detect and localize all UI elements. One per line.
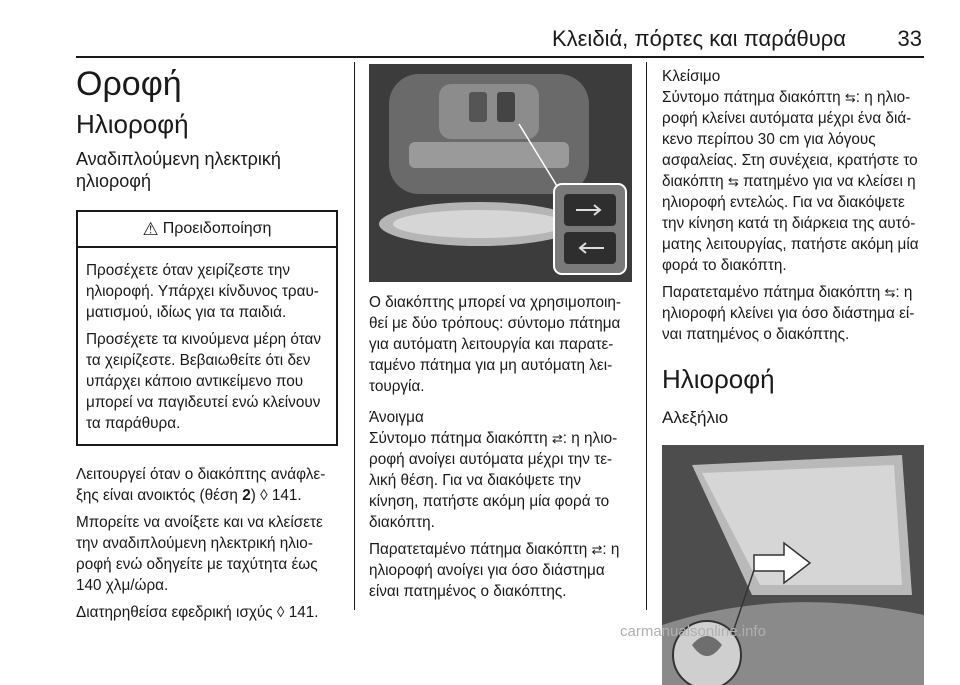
reference-arrow-icon: ◊ [276, 604, 285, 621]
section-title-sunroof-2: Ηλιοροφή [662, 364, 775, 394]
column-divider-right [646, 62, 647, 610]
closing-heading: Κλείσιμο [662, 68, 721, 85]
sunshade-illustration [662, 445, 924, 685]
warning-box [76, 210, 338, 446]
close-switch-icon: ⇆ [844, 90, 856, 105]
column-2 [369, 64, 632, 602]
warning-title: Προειδοποίηση [162, 220, 272, 237]
overhead-console-switch-illustration [369, 64, 632, 282]
opening-text-1b: : η ηλιο- ροφή ανοίγει αυτόματα μέχρι την τε- λική θέση. Για να διακόψετε την κίνηση, πατήστε ακόμη μία φορά το διακόπτη. [369, 430, 618, 531]
ignition-text: Λειτουργεί όταν ο διακόπτης ανάφλε- ξης είναι ανοικτός (θέση [76, 466, 326, 504]
open-switch-icon: ⇄ [551, 431, 563, 446]
page-reference-link[interactable]: 141. [271, 487, 302, 504]
header-rule [76, 56, 924, 58]
running-header-title: Κλειδιά, πόρτες και παράθυρα [551, 26, 846, 51]
page-number: 33 [897, 26, 922, 51]
close-switch-icon: ⇆ [727, 174, 739, 189]
column-divider-left [354, 62, 355, 610]
sunshade-svg [662, 445, 924, 685]
column-1 [76, 64, 338, 623]
opening-text-1a: Σύντομο πάτημα διακόπτη [369, 430, 552, 447]
warning-paragraph-1: Προσέχετε όταν χειρίζεστε την ηλιοροφή. Υπάρχει κίνδυνος τραυ- ματισμού, ιδίως για τα παιδιά. [86, 262, 319, 321]
opening-text-2a: Παρατεταμένο πάτημα διακόπτη [369, 541, 592, 558]
subsection-title-sunshade: Αλεξήλιο [662, 408, 729, 427]
warning-header [78, 212, 336, 248]
column-3 [662, 66, 924, 685]
closing-text-2a: Παρατεταμένο πάτημα διακόπτη [662, 284, 885, 301]
close-switch-icon: ⇆ [884, 285, 896, 300]
warning-triangle-icon: ⚠ [142, 218, 159, 239]
warning-body [78, 248, 336, 444]
overhead-console-svg [369, 64, 632, 282]
opening-heading: Άνοιγμα [369, 409, 424, 426]
ignition-position: 2 [242, 487, 251, 504]
watermark: carmanualsonline.info [620, 623, 766, 640]
closing-text-2b: : η ηλιοροφή κλείνει για όσο διάστημα εί- ναι πατημένος ο διακόπτης. [662, 284, 915, 343]
closing-text-1b: : η ηλιο- ροφή κλείνει αυτόματα μέχρι ένα διά- κενο περίπου 30 cm για λόγους ασφαλείας. Στη συνέχεια, κρατήστε το διακόπτη [662, 89, 918, 190]
retained-power-text: Διατηρηθείσα εφεδρική ισχύς [76, 604, 277, 621]
driving-paragraph: Μπορείτε να ανοίξετε και να κλείσετε την αναδιπλούμενη ηλεκτρική ηλιο- ροφή ενώ οδηγείτε με ταχύτητα έως 140 χλμ/ώρα. [76, 514, 323, 594]
closing-paragraph-2 [662, 282, 924, 345]
opening-paragraph-2 [369, 539, 632, 602]
open-switch-icon: ⇄ [591, 542, 603, 557]
ignition-text-end: ) [250, 487, 261, 504]
reference-arrow-icon: ◊ [260, 487, 268, 504]
retained-power-paragraph [76, 602, 338, 623]
warning-paragraph-2: Προσέχετε τα κινούμενα μέρη όταν τα χειρίζεστε. Βεβαιωθείτε ότι δεν υπάρχει κάποιο αντικείμενο που μπορεί να παγιδευτεί ενώ κλείνουν τα παράθυρα. [86, 331, 322, 432]
closing-text-1c: πατημένο για να κλείσει η ηλιοροφή εντελώς. Για να διακόψετε την κίνηση κατά τη διάρκεια της αυτό- ματης λειτουργίας, πατήστε ακόμη μία φορά το διακόπτη. [662, 173, 919, 274]
section-title-sunroof: Ηλιοροφή [76, 109, 189, 139]
chapter-title: Οροφή [76, 65, 182, 103]
switch-usage-paragraph: Ο διακόπτης μπορεί να χρησιμοποιη- θεί με δύο τρόπους: σύντομο πάτημα για αυτόματη λειτουργία και παρατε- ταμένο πάτημα για μη αυτόματη λει- τουργία. [369, 294, 621, 395]
closing-text-1a: Σύντομο πάτημα διακόπτη [662, 89, 845, 106]
subsection-title: Αναδιπλούμενη ηλεκτρική ηλιοροφή [76, 149, 281, 191]
closing-paragraph-1 [662, 87, 924, 276]
ignition-paragraph [76, 464, 338, 506]
page-reference-link[interactable]: 141. [288, 604, 319, 621]
opening-paragraph-1 [369, 428, 632, 533]
opening-text-2b: : η ηλιοροφή ανοίγει για όσο διάστημα είναι πατημένος ο διακόπτης. [369, 541, 620, 600]
